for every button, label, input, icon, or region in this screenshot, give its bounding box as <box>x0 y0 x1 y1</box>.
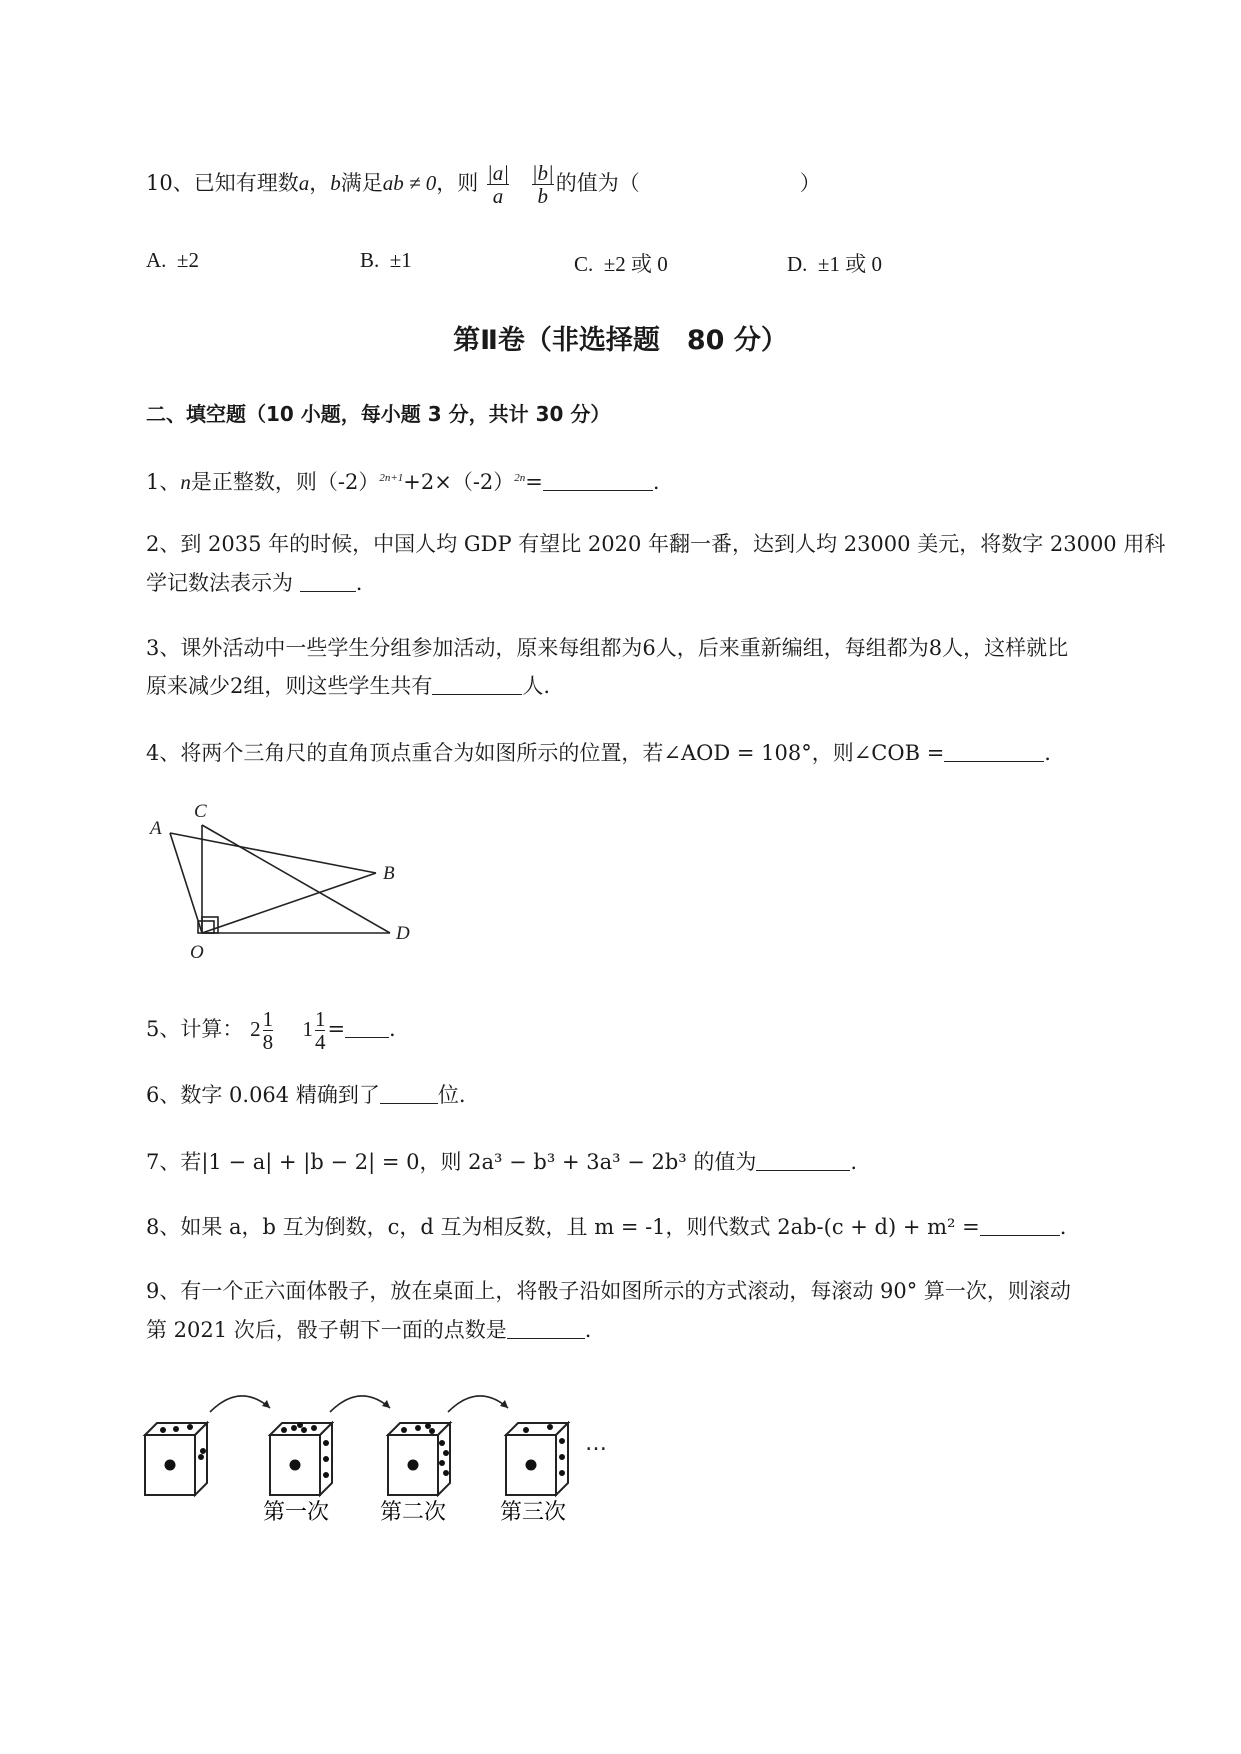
answer-blank <box>380 1081 438 1104</box>
question-10: 10、已知有理数a，b满足ab ≠ 0，则 $\frac{|a|}{a}$ $\frac{|b|}{b}$ 的值为（ ） <box>146 161 821 208</box>
dice-figure <box>140 1385 660 1525</box>
roll-arrow <box>210 1396 270 1412</box>
label-first-roll: 第一次 <box>263 1500 330 1525</box>
question-2-line2: 学记数法表示为 . <box>146 571 363 595</box>
label-third-roll: 第三次 <box>500 1500 567 1525</box>
answer-blank <box>980 1213 1060 1236</box>
question-5: 5、计算： 2 $\frac{1}{8}$ 1 $\frac{1}{4}$ = . <box>146 1007 396 1054</box>
roll-arrow <box>448 1396 508 1412</box>
answer-blank <box>300 569 356 592</box>
answer-blank <box>756 1148 850 1171</box>
question-9-line2: 第 2021 次后，骰子朝下一面的点数是 . <box>146 1318 592 1342</box>
question-3: 3、课外活动中一些学生分组参加活动，原来每组都为6人，后来重新编组，每组都为8人，这样就比 <box>146 636 1069 660</box>
question-9: 9、有一个正六面体骰子，放在桌面上，将骰子沿如图所示的方式滚动，每滚动 90° 算一次，则滚动 <box>146 1279 1071 1303</box>
q5-fraction-2: $\frac{1}{4}$ <box>314 1007 326 1054</box>
question-8: 8、如果 a，b 互为倒数，c，d 互为相反数，且 m = -1，则代数式 2ab-(c + d) + m² = . <box>146 1215 1067 1239</box>
q10-option-b: B. ±1 <box>360 248 412 272</box>
q10-condition: ab ≠ 0 <box>382 171 437 195</box>
die-third <box>506 1423 568 1495</box>
triangle-figure <box>140 795 440 965</box>
q10-option-d: D. ±1 或 0 <box>787 252 882 276</box>
question-4: 4、将两个三角尺的直角顶点重合为如图所示的位置，若∠AOD = 108°，则∠COB = . <box>146 741 1051 765</box>
label-d: D <box>396 923 410 944</box>
q10-fraction-b: $\frac{|b|}{b}$ <box>531 161 554 208</box>
answer-blank <box>432 672 522 695</box>
answer-blank <box>944 739 1044 762</box>
die-first <box>270 1422 332 1495</box>
question-7: 7、若|1 − a| + |b − 2| = 0，则 2a³ − b³ + 3a³ − 2b³ 的值为 . <box>146 1150 858 1174</box>
q10-option-a: A. ±2 <box>146 248 199 272</box>
question-3-line2: 原来减少2组，则这些学生共有 人. <box>146 674 551 698</box>
label-c: C <box>194 801 207 822</box>
label-a: A <box>150 818 162 839</box>
label-second-roll: 第二次 <box>380 1500 447 1525</box>
die-second <box>388 1423 450 1495</box>
label-o: O <box>190 942 204 963</box>
q10-var-a: a <box>298 171 310 195</box>
roll-arrow <box>330 1396 390 1412</box>
question-2: 2、到 2035 年的时候，中国人均 GDP 有望比 2020 年翻一番，达到人均 23000 美元，将数字 23000 用科 <box>146 532 1166 556</box>
q5-fraction-1: $\frac{1}{8}$ <box>262 1007 274 1054</box>
section-heading: 二、填空题（10 小题，每小题 3 分，共计 30 分） <box>146 402 611 426</box>
answer-blank <box>507 1316 585 1339</box>
section-title: 第Ⅱ卷（非选择题 80 分） <box>453 325 788 356</box>
ellipsis: … <box>585 1431 607 1456</box>
q10-option-c: C. ±2 或 0 <box>574 252 668 276</box>
question-1: 1、n是正整数，则$(-2)^{2n+1}+2\times(-2)^{2n}=$ . <box>146 470 660 494</box>
die-initial <box>145 1423 207 1495</box>
answer-blank <box>345 1015 389 1038</box>
label-b: B <box>383 863 395 884</box>
q10-var-b: b <box>330 171 341 195</box>
question-6: 6、数字 0.064 精确到了 位. <box>146 1083 466 1107</box>
q10-fraction-a: $\frac{|a|}{a}$ <box>486 161 509 208</box>
answer-blank <box>543 468 653 491</box>
q10-prefix: 10、已知有理数 <box>146 171 299 195</box>
